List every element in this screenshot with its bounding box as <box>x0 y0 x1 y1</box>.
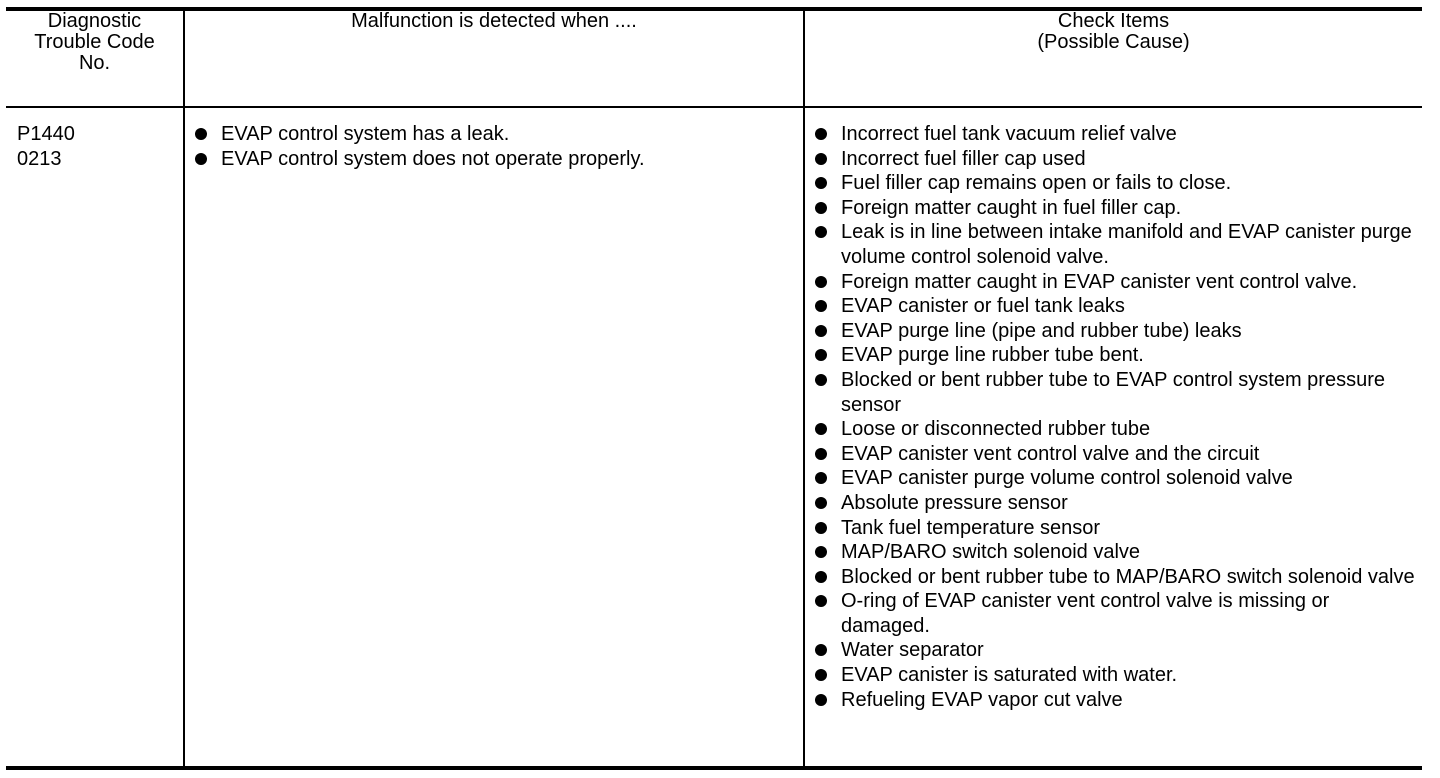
bullet-icon <box>815 694 827 706</box>
check-item <box>815 540 1422 565</box>
header-code-line: Trouble Code <box>34 31 155 53</box>
check-item <box>815 196 1422 221</box>
bullet-icon <box>815 128 827 140</box>
check-item-text: MAP/BARO switch solenoid valve <box>841 541 1141 564</box>
trouble-code: P1440 <box>17 123 75 145</box>
check-item <box>815 442 1422 467</box>
check-item <box>815 368 1422 417</box>
bullet-icon <box>815 522 827 534</box>
check-item-text: Loose or disconnected rubber tube <box>841 418 1151 441</box>
check-item-text: Fuel filler cap remains open or fails to close. <box>841 172 1232 195</box>
check-item <box>815 565 1422 590</box>
malfunction-item-text: EVAP control system does not operate properly. <box>221 147 645 170</box>
table-header-row <box>6 11 1422 107</box>
bullet-icon <box>815 276 827 288</box>
check-item <box>815 171 1422 196</box>
malfunction-item <box>195 122 803 147</box>
check-item <box>815 319 1422 344</box>
check-item-text: Foreign matter caught in fuel filler cap. <box>841 196 1182 219</box>
trouble-code-cell <box>6 107 184 766</box>
check-item <box>815 589 1422 638</box>
check-items-list <box>815 122 1422 712</box>
check-item <box>815 466 1422 491</box>
trouble-code: 0213 <box>17 147 62 170</box>
header-code-line: Diagnostic <box>47 10 142 32</box>
header-malfunction <box>184 11 804 107</box>
malfunction-list <box>195 122 803 171</box>
check-item <box>815 663 1422 688</box>
header-check-line: Check Items <box>1057 10 1170 32</box>
bullet-icon <box>195 153 207 165</box>
bullet-icon <box>815 226 827 238</box>
check-item <box>815 294 1422 319</box>
check-item-text: EVAP canister purge volume control solenoid valve <box>841 467 1293 490</box>
bullet-icon <box>815 325 827 337</box>
check-item <box>815 688 1422 713</box>
check-item-text: EVAP canister is saturated with water. <box>841 664 1178 687</box>
bullet-icon <box>815 177 827 189</box>
check-items-cell <box>804 107 1422 766</box>
dtc-document <box>6 7 1422 770</box>
header-malfunction-label: Malfunction is detected when .... <box>351 10 637 32</box>
bullet-icon <box>815 374 827 386</box>
bullet-icon <box>815 153 827 165</box>
bullet-icon <box>815 571 827 583</box>
dtc-table <box>6 11 1422 766</box>
check-item-text: EVAP purge line rubber tube bent. <box>841 344 1144 367</box>
check-item-text: Blocked or bent rubber tube to MAP/BARO switch solenoid valve <box>841 565 1415 588</box>
bullet-icon <box>815 349 827 361</box>
bullet-icon <box>195 128 207 140</box>
header-code-line: No. <box>78 52 111 74</box>
bullet-icon <box>815 472 827 484</box>
bullet-icon <box>815 546 827 558</box>
malfunction-item-text: EVAP control system has a leak. <box>221 123 510 145</box>
check-item <box>815 147 1422 172</box>
bullet-icon <box>815 300 827 312</box>
check-item <box>815 516 1422 541</box>
check-item <box>815 270 1422 295</box>
check-item-text: Foreign matter caught in EVAP canister vent control valve. <box>841 270 1358 293</box>
check-item <box>815 491 1422 516</box>
check-item-text: EVAP canister or fuel tank leaks <box>841 295 1125 318</box>
table-row <box>6 107 1422 766</box>
check-item-text: Tank fuel temperature sensor <box>841 516 1101 539</box>
check-item-text: Incorrect fuel filler cap used <box>841 147 1086 170</box>
check-item-text: Water separator <box>841 639 984 662</box>
malfunction-cell <box>184 107 804 766</box>
bullet-icon <box>815 644 827 656</box>
check-item <box>815 417 1422 442</box>
header-trouble-code <box>6 11 184 107</box>
check-item <box>815 220 1422 269</box>
check-item-text: Leak is in line between intake manifold and EVAP canister purge volume control solenoid valve. <box>841 221 1412 268</box>
check-item-text: Absolute pressure sensor <box>841 491 1068 514</box>
check-item-text: EVAP canister vent control valve and the circuit <box>841 442 1260 465</box>
bullet-icon <box>815 669 827 681</box>
check-item <box>815 638 1422 663</box>
header-check-line: (Possible Cause) <box>1037 31 1190 53</box>
bullet-icon <box>815 202 827 214</box>
check-item <box>815 122 1422 147</box>
bullet-icon <box>815 497 827 509</box>
check-item <box>815 343 1422 368</box>
bullet-icon <box>815 448 827 460</box>
check-item-text: Refueling EVAP vapor cut valve <box>841 688 1123 711</box>
check-item-text: EVAP purge line (pipe and rubber tube) leaks <box>841 319 1242 342</box>
check-item-text: Blocked or bent rubber tube to EVAP control system pressure sensor <box>841 368 1385 416</box>
bullet-icon <box>815 595 827 607</box>
bullet-icon <box>815 423 827 435</box>
check-item-text: Incorrect fuel tank vacuum relief valve <box>841 123 1177 145</box>
malfunction-item <box>195 147 803 172</box>
header-check-items <box>804 11 1422 107</box>
check-item-text: O-ring of EVAP canister vent control valve is missing or damaged. <box>841 590 1330 637</box>
